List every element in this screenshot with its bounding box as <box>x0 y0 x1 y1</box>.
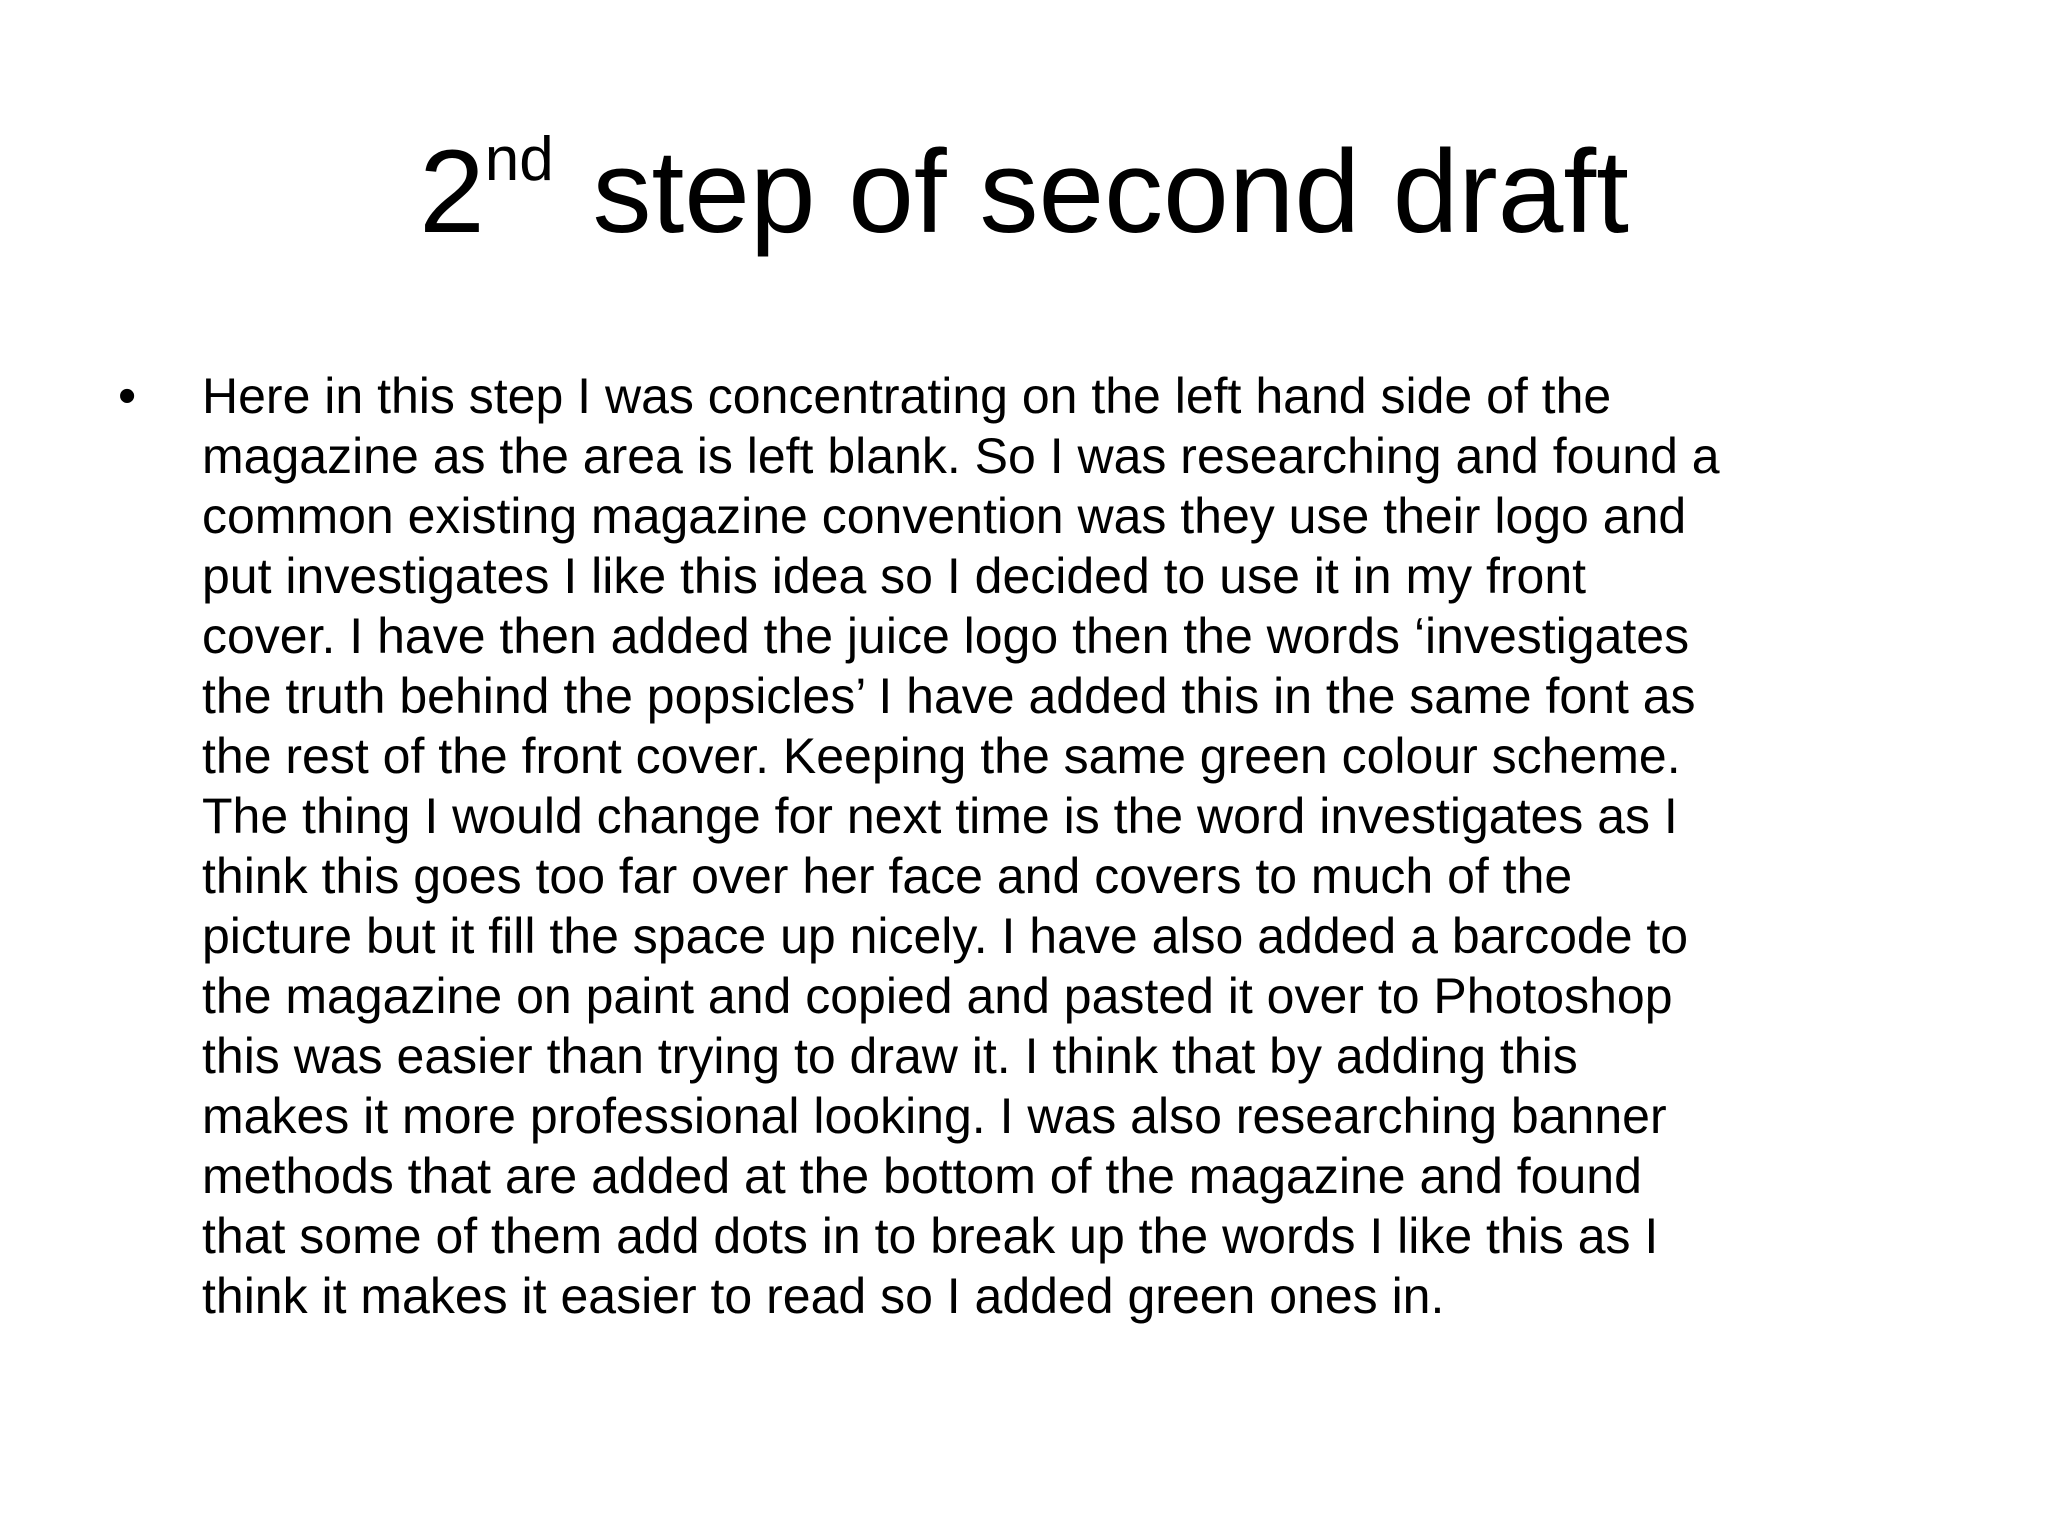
paragraph-line: methods that are added at the bottom of the magazine and found <box>202 1148 1642 1204</box>
paragraph-line: The thing I would change for next time is the word investigates as I <box>202 788 1678 844</box>
slide-title <box>0 122 2048 282</box>
title-number: 2 <box>419 126 485 258</box>
paragraph-line: common existing magazine convention was they use their logo and <box>202 488 1687 544</box>
bullet-paragraph <box>202 366 2048 1326</box>
paragraph-line: picture but it fill the space up nicely. I have also added a barcode to <box>202 908 1689 964</box>
paragraph-line: Here in this step I was concentrating on the left hand side of the <box>202 368 1612 424</box>
paragraph-line: magazine as the area is left blank. So I was researching and found a <box>202 428 1720 484</box>
paragraph-line: the truth behind the popsicles’ I have added this in the same font as <box>202 668 1696 724</box>
paragraph-line: this was easier than trying to draw it. I think that by adding this <box>202 1028 1578 1084</box>
paragraph-line: makes it more professional looking. I was also researching banner <box>202 1088 1667 1144</box>
title-superscript: nd <box>484 125 554 194</box>
paragraph-line: that some of them add dots in to break up the words I like this as I <box>202 1208 1659 1264</box>
paragraph-line: cover. I have then added the juice logo then the words ‘investigates <box>202 608 1690 664</box>
paragraph-line: put investigates I like this idea so I decided to use it in my front <box>202 548 1587 604</box>
bullet-point-icon: • <box>118 367 137 425</box>
title-text: step of second draft <box>559 126 1629 258</box>
paragraph-line: the magazine on paint and copied and pasted it over to Photoshop <box>202 968 1673 1024</box>
paragraph-line: think it makes it easier to read so I added green ones in. <box>202 1268 1445 1324</box>
paragraph-line: the rest of the front cover. Keeping the same green colour scheme. <box>202 728 1681 784</box>
paragraph-line: think this goes too far over her face and covers to much of the <box>202 848 1573 904</box>
